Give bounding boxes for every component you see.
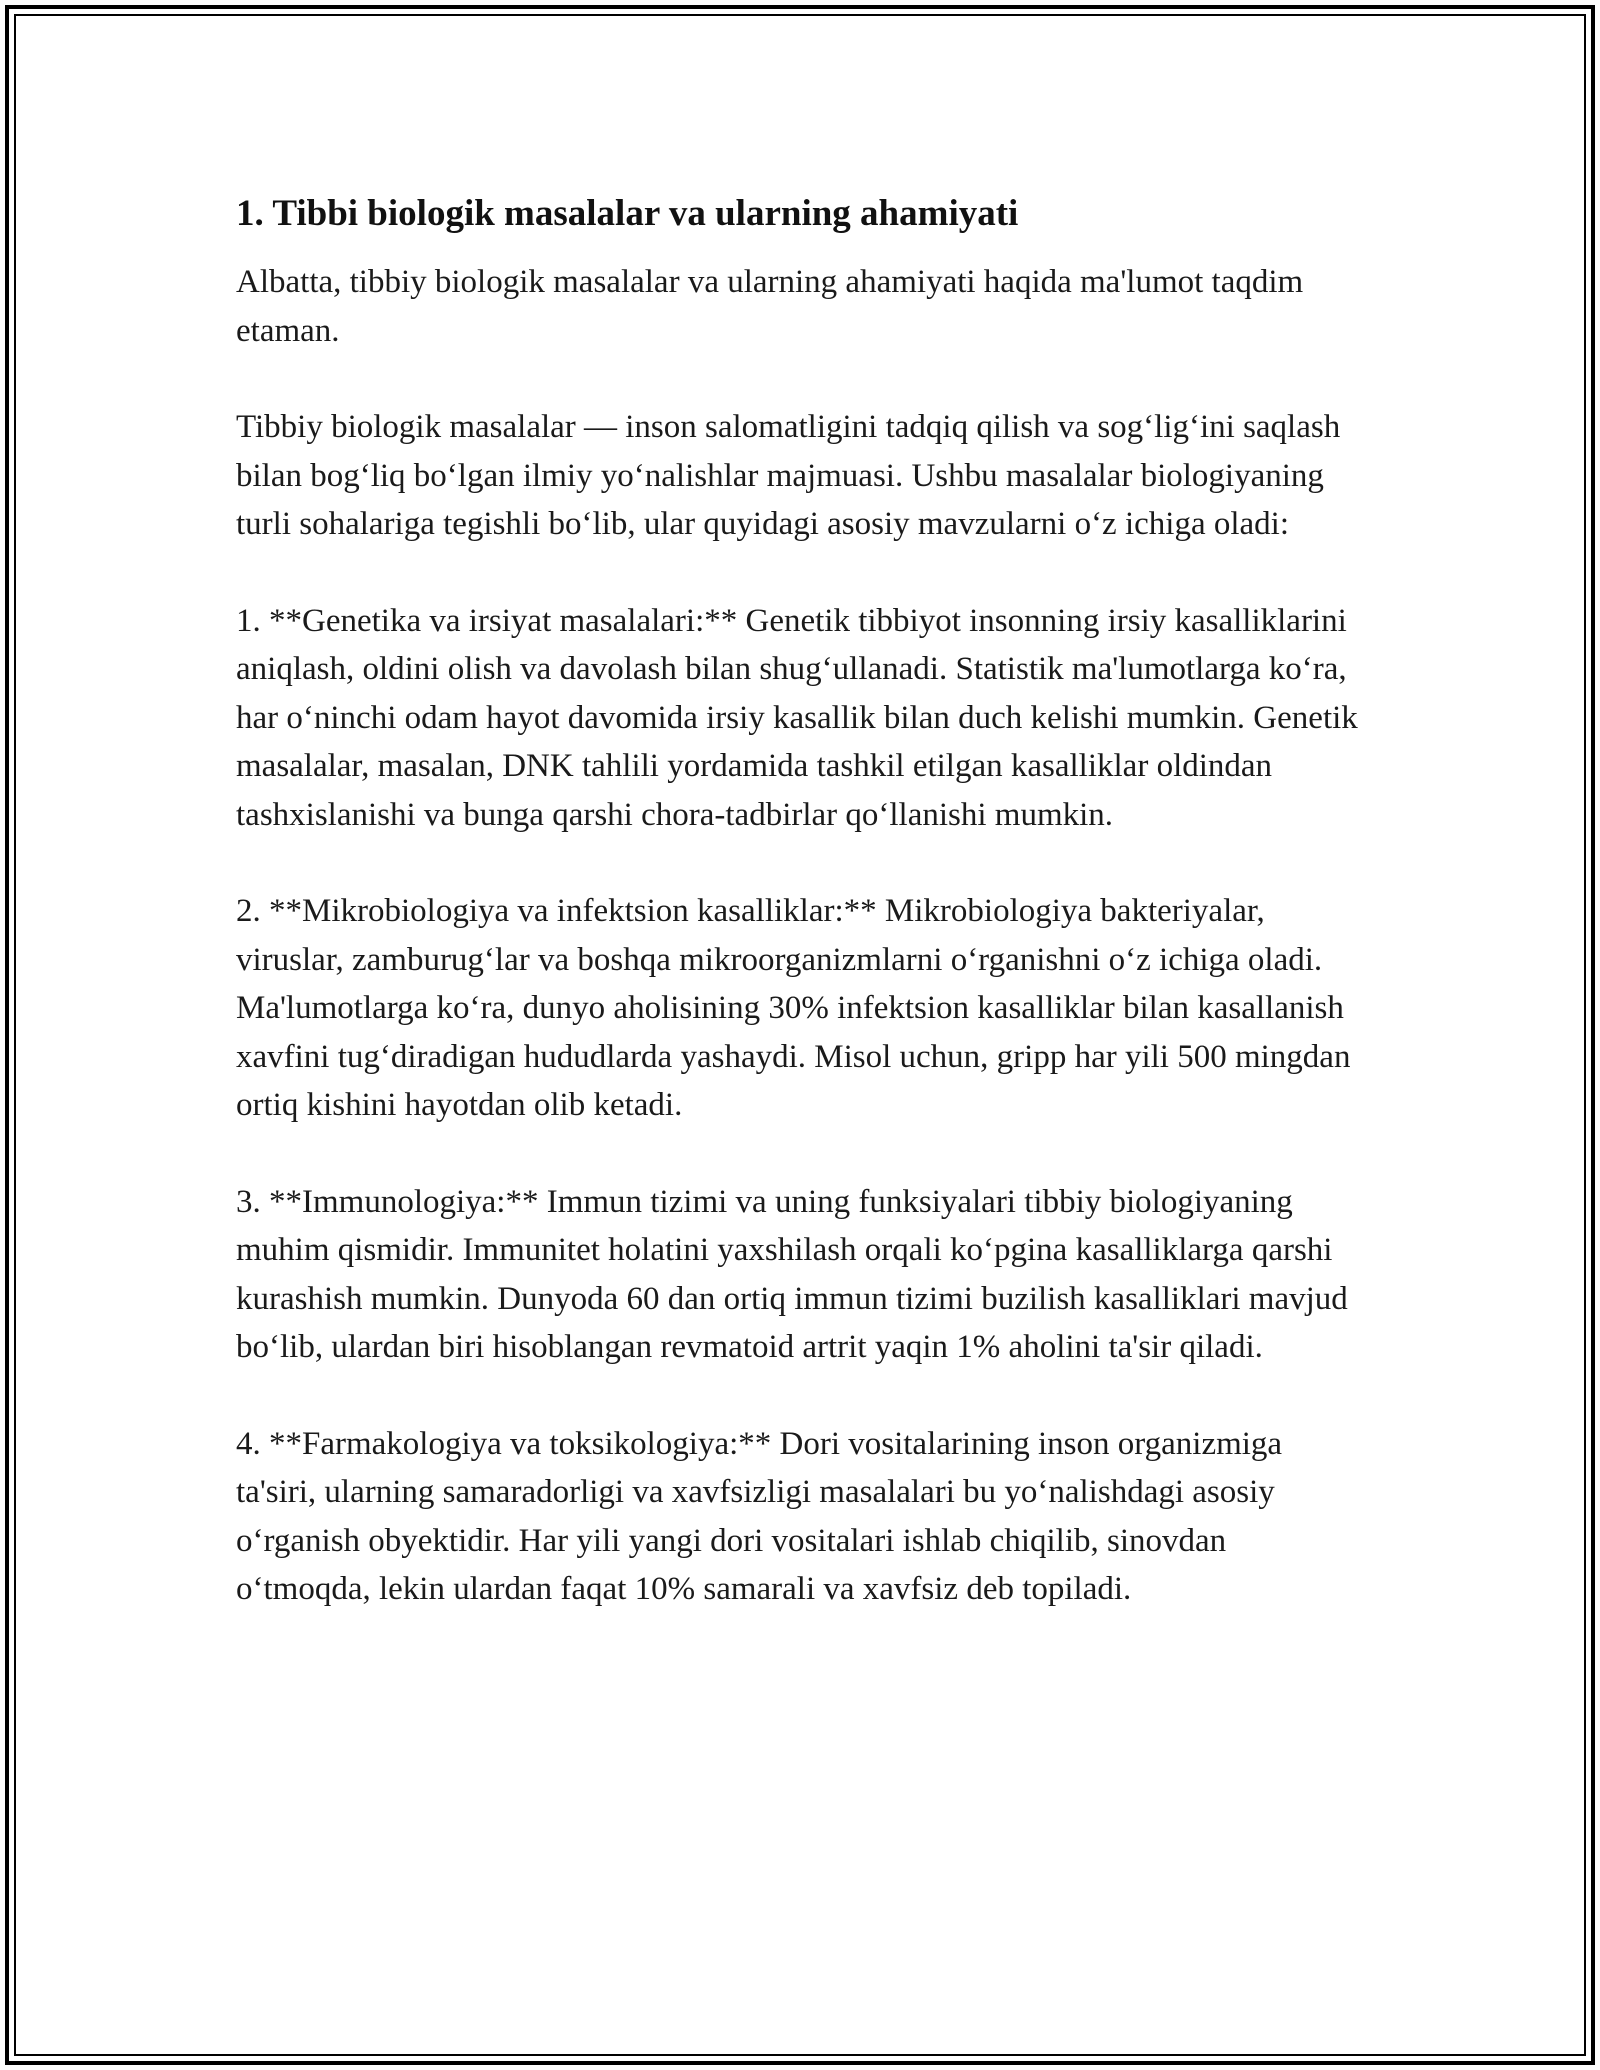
pharmacology-paragraph: 4. **Farmakologiya va toksikologiya:** Dori vositalarining inson organizmiga ta'siri, ularning samaradorligi va xavfsizligi masalalari bu yo‘nalishdagi asosiy o‘rganish obyektidir. Har yili yangi dori vositalari ishlab chiqilib, sinovdan o‘tmoqda, lekin ulardan faqat 10% samarali va xavfsiz deb topiladi. <box>236 1425 1283 1607</box>
immunology-paragraph: 3. **Immunologiya:** Immun tizimi va uning funksiyalari tibbiy biologiyaning muhim qismidir. Immunitet holatini yaxshilash orqali ko‘pgina kasalliklarga qarshi kurashish mumkin. Dunyoda 60 dan ortiq immun tizimi buzilish kasalliklari mavjud bo‘lib, ulardan biri hisoblangan revmatoid artrit yaqin 1% aholini ta'sir qiladi. <box>236 1183 1348 1365</box>
intro-paragraph: Albatta, tibbiy biologik masalalar va ularning ahamiyati haqida ma'lumot taqdim etaman. <box>236 264 1304 349</box>
document-body <box>236 188 1366 1662</box>
genetics-paragraph: 1. **Genetika va irsiyat masalalari:** Genetik tibbiyot insonning irsiy kasalliklarini aniqlash, oldini olish va davolash bilan shug‘ullanadi. Statistik ma'lumotlarga ko‘ra, har o‘ninchi odam hayot davomida irsiy kasallik bilan duch kelishi mumkin. Genetik masalalar, masalan, DNK tahlili yordamida tashkil etilgan kasalliklar oldindan tashxislanishi va bunga qarshi chora-tadbirlar qo‘llanishi mumkin. <box>236 602 1358 833</box>
document-title: 1. Tibbi biologik masalalar va ularning ahamiyati <box>236 193 1019 234</box>
microbiology-paragraph: 2. **Mikrobiologiya va infektsion kasalliklar:** Mikrobiologiya bakteriyalar, viruslar, zamburug‘lar va boshqa mikroorganizmlarni o‘rganishni o‘z ichiga oladi. Ma'lumotlarga ko‘ra, dunyo aholisining 30% infektsion kasalliklar bilan kasallanish xavfini tug‘diradigan hududlarda yashaydi. Misol uchun, gripp har yili 500 mingdan ortiq kishini hayotdan olib ketadi. <box>236 893 1351 1123</box>
definition-paragraph: Tibbiy biologik masalalar — inson salomatligini tadqiq qilish va sog‘lig‘ini saqlash bilan bog‘liq bo‘lgan ilmiy yo‘nalishlar majmuasi. Ushbu masalalar biologiyaning turli sohalariga tegishli bo‘lib, ular quyidagi asosiy mavzularni o‘z ichiga oladi: <box>236 409 1341 542</box>
